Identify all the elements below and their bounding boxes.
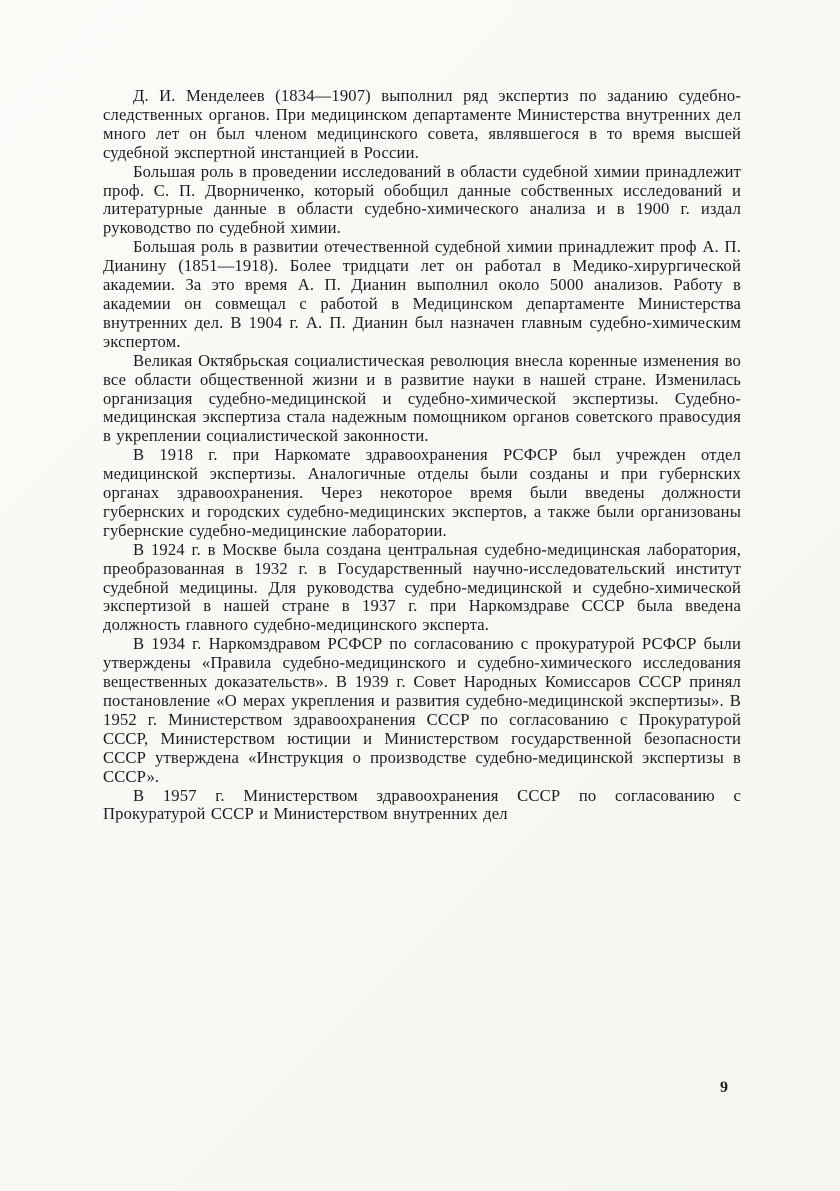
paragraph: В 1957 г. Министерством здравоохранения СССР по согласованию с Прокуратурой СССР и Министерством внутренних дел (103, 785, 741, 824)
page-number: 9 (720, 1079, 728, 1096)
paragraph: Д. И. Менделеев (1834—1907) выполнил ряд экспертиз по заданию судебно-следственных органов. При медицинском департаменте Министерства внутренних дел много лет он был членом медицинского совета, являвшегося в то время высшей судебной экспертной инстанцией в России. (103, 86, 741, 162)
paragraph: Большая роль в проведении исследований в области судебной химии принадлежит проф. С. П. Дворниченко, который обобщил данные собственных исследований и литературные данные в области судебно-химического анализа и в 1900 г. издал руководство по судебной химии. (103, 161, 741, 238)
paragraph: В 1934 г. Наркомздравом РСФСР по согласованию с прокуратурой РСФСР были утверждены «Правила судебно-медицинского и судебно-химического исследования вещественных доказательств». В 1939 г. Совет Народных Комиссаров СССР принял постановление «О мерах укрепления и развития судебно-медицинской экспертизы». В 1952 г. Министерством здравоохранения СССР по согласованию с Прокуратурой СССР, Министерством юстиции и Министерством государственной безопасности СССР утверждена «Инструкция о производстве судебно-медицинской экспертизы в СССР». (103, 634, 741, 786)
paragraph: Великая Октябрьская социалистическая революция внесла коренные изменения во все области общественной жизни и в развитие науки в нашей стране. Изменилась организация судебно-медицинской и судебно-химической экспертизы. Судебно-медицинская экспертиза стала надежным помощником органов советского правосудия в укреплении социалистической законности. (103, 350, 741, 446)
paragraph: Большая роль в развитии отечественной судебной химии принадлежит проф А. П. Дианину (1851—1918). Более тридцати лет он работал в Медико-хирургической академии. За это время А. П. Дианин выполнил около 5000 анализов. Работу в академии он совмещал с работой в Медицинском департаменте Министерства внутренних дел. В 1904 г. А. П. Дианин был назначен главным судебно-химическим экспертом. (103, 237, 741, 351)
text-block (103, 87, 741, 824)
paragraph: В 1918 г. при Наркомате здравоохранения РСФСР был учрежден отдел медицинской экспертизы. Аналогичные отделы были созданы и при губернских органах здравоохранения. Через некоторое время были введены должности губернских и городских судебно-медицинских экспертов, а также были организованы губернские судебно-медицинские лаборатории. (103, 445, 741, 540)
paragraph: В 1924 г. в Москве была создана центральная судебно-медицинская лаборатория, преобразованная в 1932 г. в Государственный научно-исследовательский институт судебной медицины. Для руководства судебно-медицинской и судебно-химической экспертизой в нашей стране в 1937 г. при Наркомздраве СССР была введена должность главного судебно-медицинского эксперта. (103, 539, 741, 635)
